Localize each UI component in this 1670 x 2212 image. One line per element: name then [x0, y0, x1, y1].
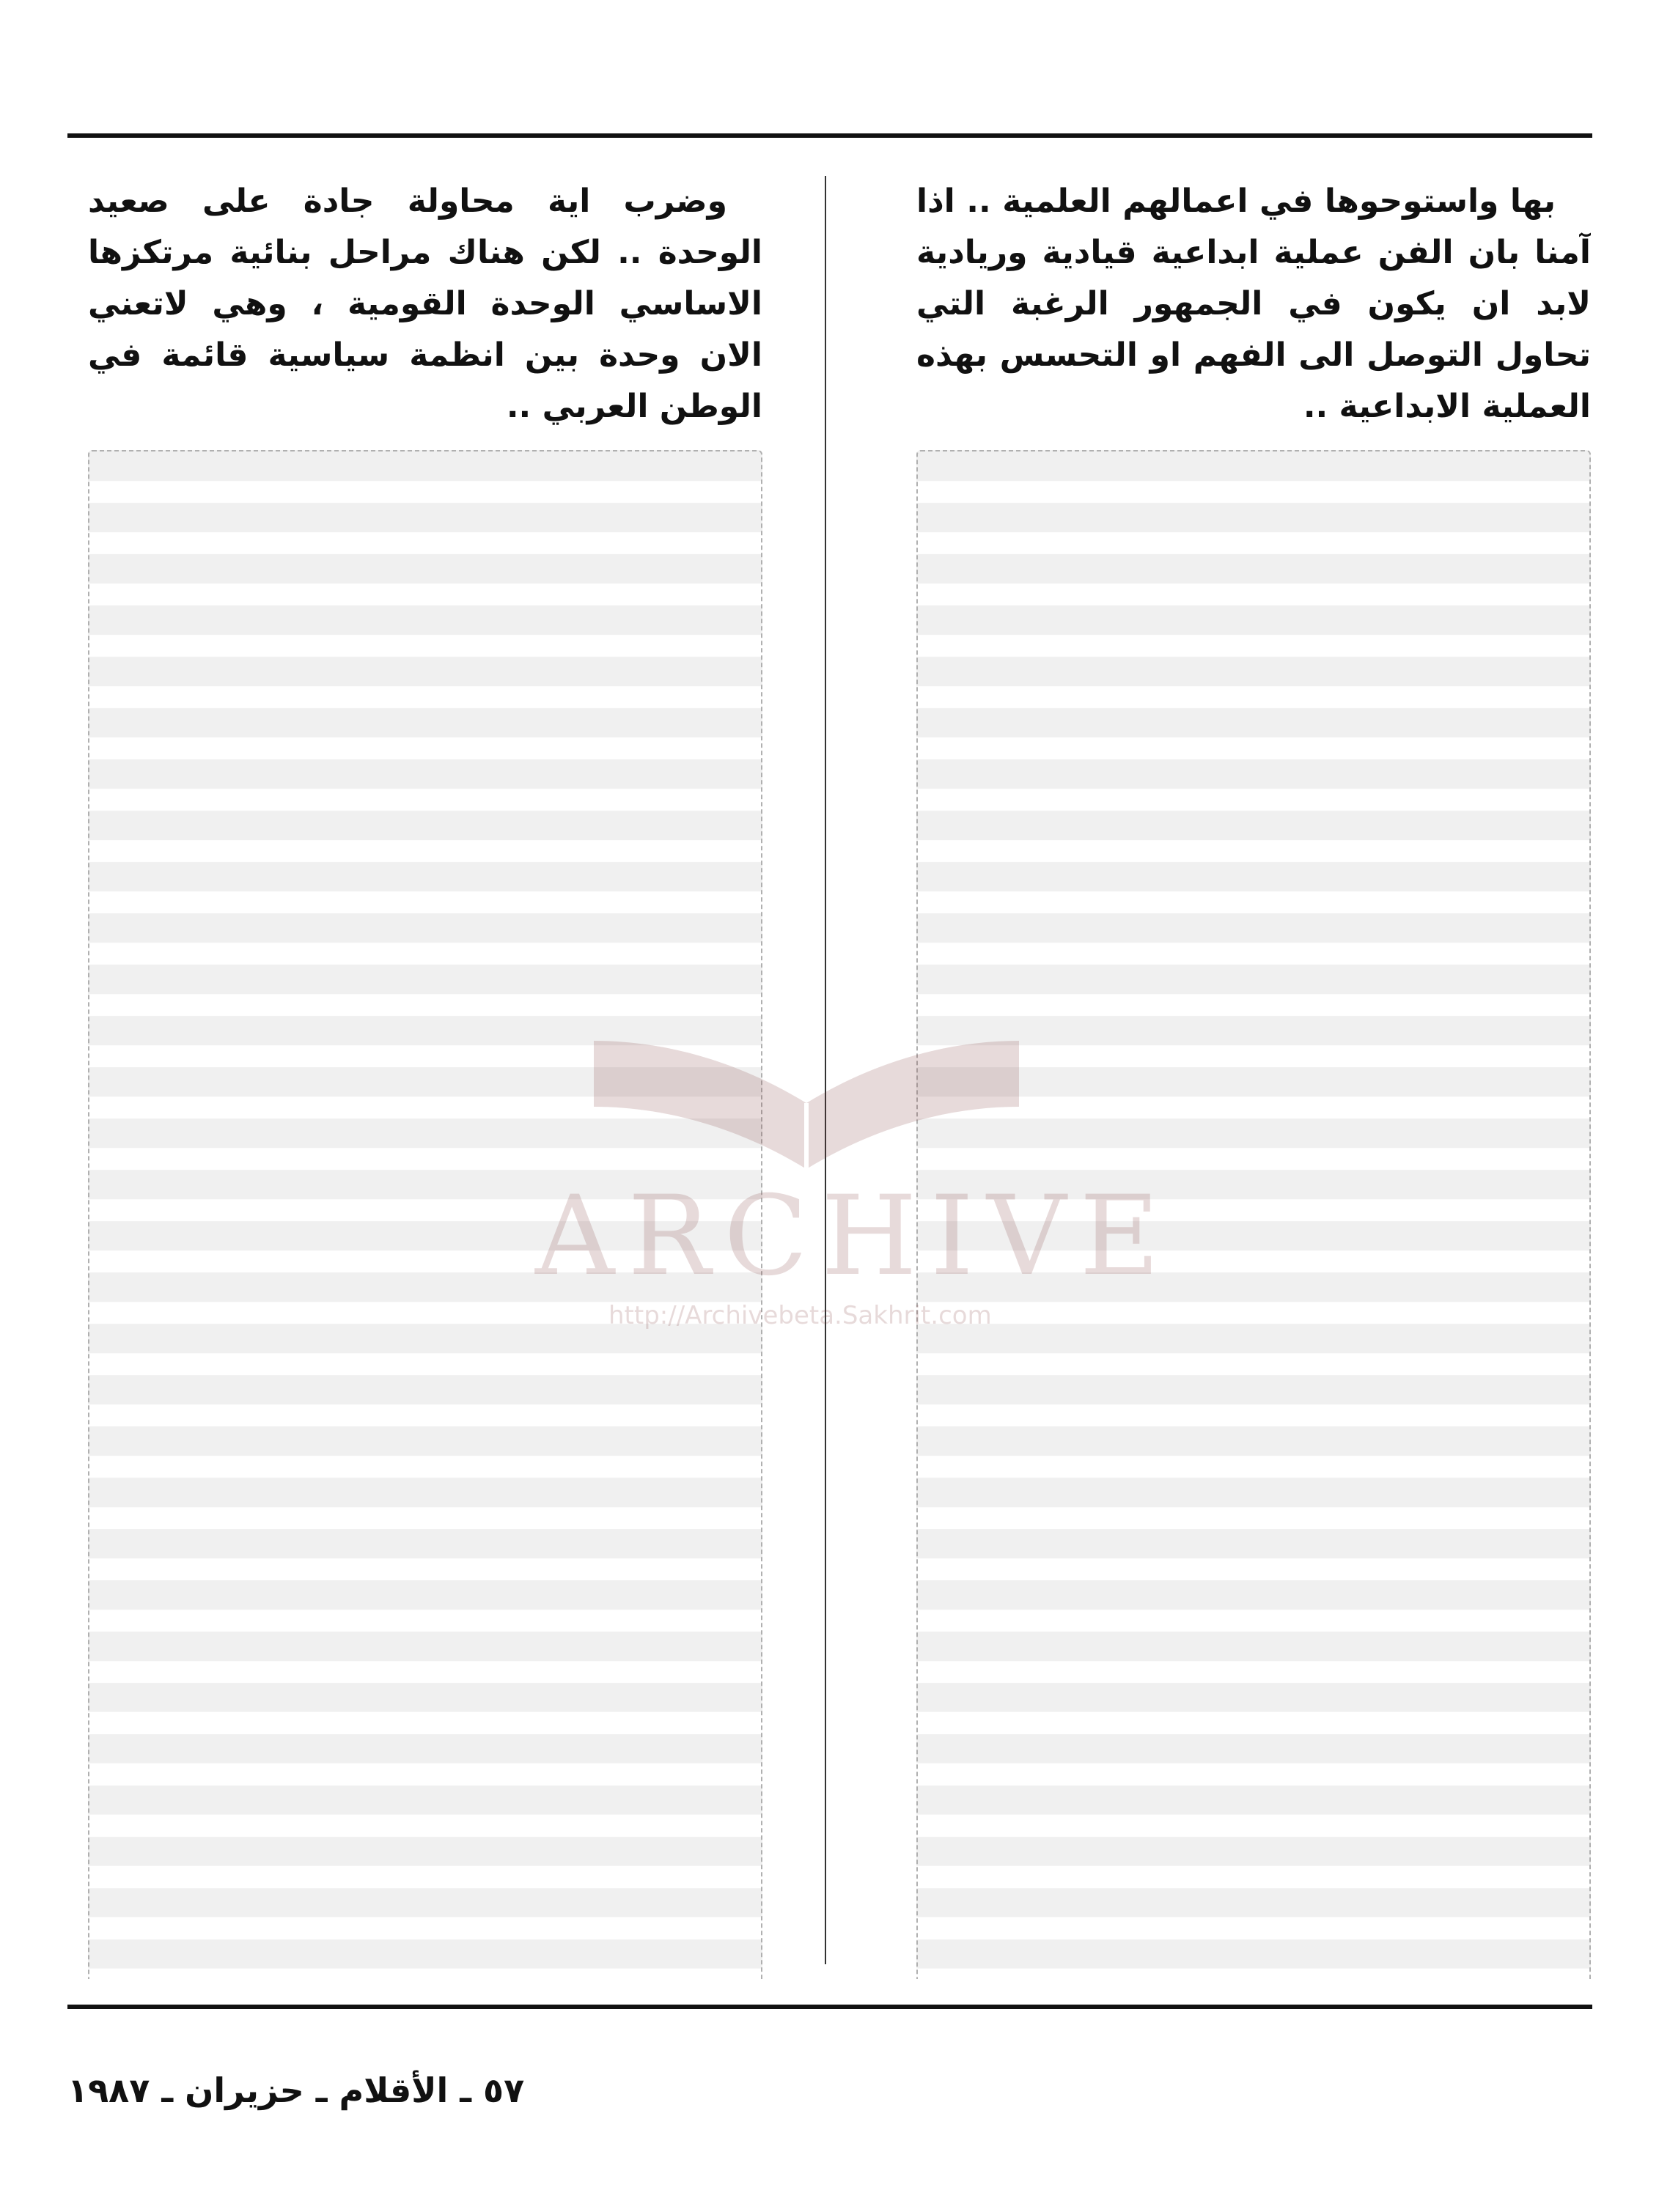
- left-column-text-placeholder: [88, 450, 762, 1979]
- right-column: [916, 176, 1591, 1979]
- right-column-text-placeholder: [916, 450, 1591, 1979]
- right-column-excerpt: بها واستوحوها في اعمالهم العلمية .. اذا آمنا بان الفن عملية ابداعية قيادية وريادية لابد ان يكون في الجمهور الرغبة التي تحاول التوصل الى الفهم او التحسس بهذه العملية الابداعية ..: [916, 183, 1591, 425]
- left-column-excerpt: وضرب اية محاولة جادة على صعيد الوحدة .. لكن هناك مراحل بنائية مرتكزها الاساسي الوحدة القومية ، وهي لاتعني الان وحدة بين انظمة سياسية قائمة في الوطن العربي ..: [88, 183, 762, 425]
- column-divider: [825, 176, 826, 1964]
- bottom-rule: [67, 2005, 1592, 2009]
- page-footer: ٥٧ ـ الأقلام ـ حزيران ـ ١٩٨٧: [67, 2071, 525, 2110]
- top-rule: [67, 133, 1592, 138]
- watermark-url: http://Archivebeta.Sakhrit.com: [608, 1301, 992, 1330]
- watermark-text: ARCHIVE: [535, 1173, 1173, 1300]
- left-column: [88, 176, 762, 1979]
